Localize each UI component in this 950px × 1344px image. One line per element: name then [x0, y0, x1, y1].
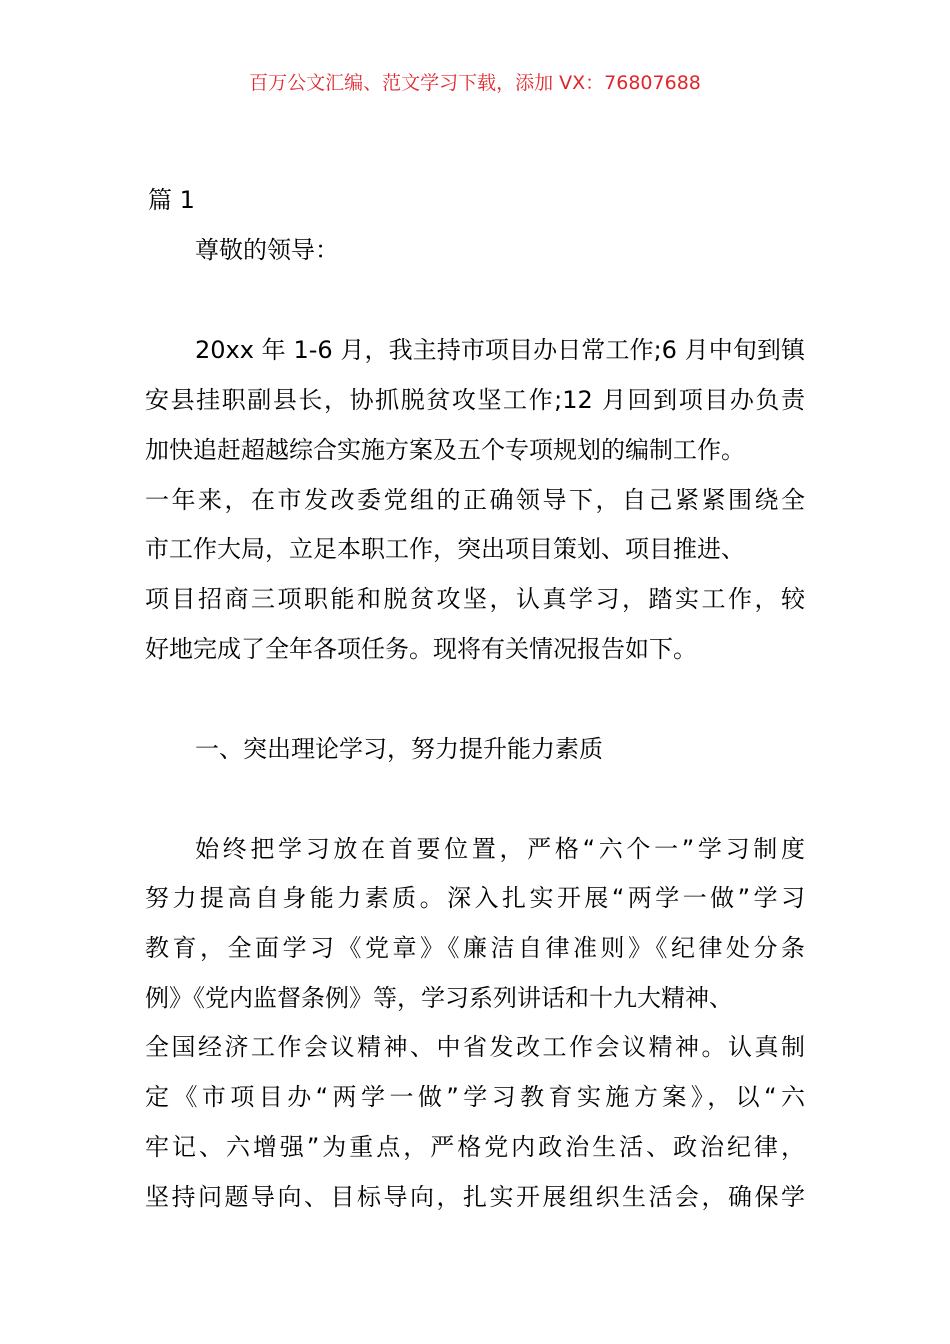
- paragraph-line: 加快追赶超越综合实施方案及五个专项规划的编制工作。: [145, 436, 745, 464]
- paragraph-line: 一年来，在市发改委党组的正确领导下，自己紧紧围绕全: [145, 486, 805, 514]
- paragraph-line: 定《市项目办“两学一做”学习教育实施方案》，以“六: [145, 1083, 805, 1111]
- section-heading: 一、突出理论学习，努力提升能力素质: [195, 735, 603, 763]
- document-title: 篇 1: [148, 186, 195, 214]
- paragraph-line: 努力提高自身能力素质。深入扎实开展“两学一做”学习: [145, 884, 805, 912]
- paragraph-line: 好地完成了全年各项任务。现将有关情况报告如下。: [145, 635, 697, 663]
- paragraph-line: 坚持问题导向、目标导向，扎实开展组织生活会，确保学: [145, 1183, 805, 1211]
- paragraph-line: 牢记、六增强”为重点，严格党内政治生活、政治纪律，: [145, 1133, 805, 1161]
- paragraph-line: 全国经济工作会议精神、中省发改工作会议精神。认真制: [145, 1033, 805, 1061]
- paragraph-line: 市工作大局，立足本职工作，突出项目策划、项目推进、: [145, 535, 745, 563]
- watermark-header: 百万公文汇编、范文学习下载，添加 VX：76807688: [249, 72, 701, 94]
- paragraph-line: 安县挂职副县长，协抓脱贫攻坚工作;12 月回到项目办负责: [145, 386, 805, 414]
- salutation: 尊敬的领导：: [195, 236, 339, 264]
- paragraph-line: 20xx 年 1-6 月，我主持市项目办日常工作;6 月中旬到镇: [195, 336, 805, 364]
- paragraph-line: 项目招商三项职能和脱贫攻坚，认真学习，踏实工作，较: [145, 585, 805, 613]
- paragraph-line: 例》《党内监督条例》等，学习系列讲话和十九大精神、: [145, 984, 733, 1012]
- paragraph-line: 教育，全面学习《党章》《廉洁自律准则》《纪律处分条: [145, 934, 805, 962]
- paragraph-line: 始终把学习放在首要位置，严格“六个一”学习制度: [195, 835, 805, 863]
